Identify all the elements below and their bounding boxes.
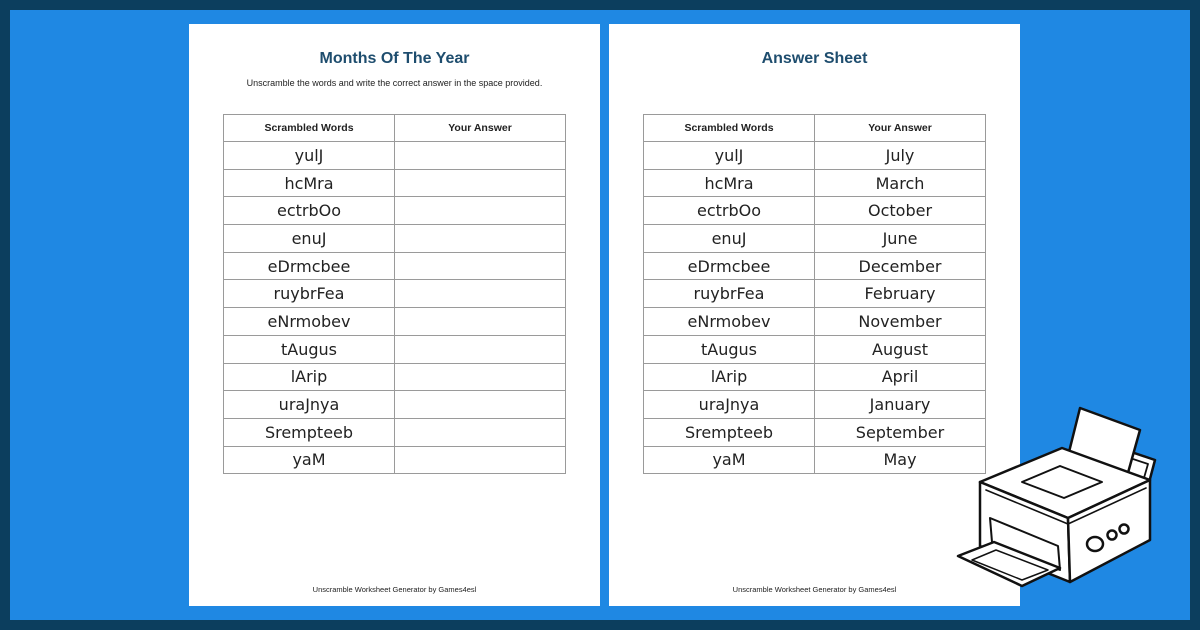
- answer-cell: November: [815, 308, 986, 336]
- scrambled-word-cell: ectrbOo: [224, 197, 395, 225]
- scrambled-word-cell: tAugus: [644, 335, 815, 363]
- answer-cell: March: [815, 169, 986, 197]
- answer-sheet-table: [643, 114, 986, 474]
- table-row: [224, 225, 566, 253]
- printer-icon: [950, 400, 1165, 615]
- scrambled-word-cell: uraJnya: [224, 391, 395, 419]
- answer-cell: April: [815, 363, 986, 391]
- scrambled-word-cell: hcMra: [644, 169, 815, 197]
- answer-cell: [395, 252, 566, 280]
- table-row: [644, 252, 986, 280]
- table-row: [224, 335, 566, 363]
- answer-sheet-footer: Unscramble Worksheet Generator by Games4esl: [732, 585, 897, 594]
- table-row: [224, 280, 566, 308]
- scrambled-word-cell: Srempteeb: [224, 418, 395, 446]
- scrambled-word-cell: eNrmobev: [644, 308, 815, 336]
- answer-cell: [395, 169, 566, 197]
- column-header-scrambled: Scrambled Words: [644, 115, 815, 142]
- scrambled-word-cell: ruybrFea: [644, 280, 815, 308]
- scrambled-word-cell: ruybrFea: [224, 280, 395, 308]
- answer-cell: September: [815, 418, 986, 446]
- table-row: [644, 142, 986, 170]
- scrambled-word-cell: eDrmcbee: [224, 252, 395, 280]
- table-row: [644, 363, 986, 391]
- table-row: [644, 446, 986, 474]
- answer-cell: [395, 197, 566, 225]
- worksheet-table: [223, 114, 566, 474]
- scrambled-word-cell: lArip: [224, 363, 395, 391]
- answer-cell: [395, 225, 566, 253]
- scrambled-word-cell: eNrmobev: [224, 308, 395, 336]
- answer-cell: [395, 391, 566, 419]
- scrambled-word-cell: ectrbOo: [644, 197, 815, 225]
- scrambled-word-cell: yaM: [644, 446, 815, 474]
- table-row: [224, 252, 566, 280]
- scrambled-word-cell: eDrmcbee: [644, 252, 815, 280]
- table-row: [224, 169, 566, 197]
- scrambled-word-cell: yulJ: [224, 142, 395, 170]
- column-header-answer: Your Answer: [815, 115, 986, 142]
- scrambled-word-cell: Srempteeb: [644, 418, 815, 446]
- answer-cell: October: [815, 197, 986, 225]
- answer-cell: [395, 363, 566, 391]
- answer-cell: [395, 142, 566, 170]
- scrambled-word-cell: yaM: [224, 446, 395, 474]
- answer-cell: June: [815, 225, 986, 253]
- table-row: [224, 418, 566, 446]
- column-header-scrambled: Scrambled Words: [224, 115, 395, 142]
- worksheet-page: [189, 24, 600, 606]
- table-row: [644, 308, 986, 336]
- table-row: [224, 308, 566, 336]
- answer-cell: December: [815, 252, 986, 280]
- table-header-row: [224, 115, 566, 142]
- answer-cell: [395, 446, 566, 474]
- table-row: [224, 142, 566, 170]
- answer-cell: February: [815, 280, 986, 308]
- scrambled-word-cell: hcMra: [224, 169, 395, 197]
- worksheet-title: Months Of The Year: [319, 50, 470, 67]
- table-row: [644, 391, 986, 419]
- table-row: [644, 280, 986, 308]
- table-row: [644, 335, 986, 363]
- scrambled-word-cell: uraJnya: [644, 391, 815, 419]
- answer-cell: May: [815, 446, 986, 474]
- table-row: [224, 446, 566, 474]
- table-row: [224, 363, 566, 391]
- table-row: [644, 225, 986, 253]
- answer-cell: [395, 418, 566, 446]
- worksheet-instructions: Unscramble the words and write the correct answer in the space provided.: [246, 78, 543, 88]
- answer-cell: [395, 280, 566, 308]
- worksheet-footer: Unscramble Worksheet Generator by Games4esl: [312, 585, 477, 594]
- scrambled-word-cell: yulJ: [644, 142, 815, 170]
- scrambled-word-cell: enuJ: [224, 225, 395, 253]
- answer-cell: [395, 335, 566, 363]
- answer-cell: August: [815, 335, 986, 363]
- table-header-row: [644, 115, 986, 142]
- answer-cell: July: [815, 142, 986, 170]
- answer-cell: January: [815, 391, 986, 419]
- table-row: [224, 197, 566, 225]
- table-row: [644, 169, 986, 197]
- answer-sheet-title: Answer Sheet: [761, 50, 868, 67]
- table-row: [644, 197, 986, 225]
- table-row: [644, 418, 986, 446]
- scrambled-word-cell: lArip: [644, 363, 815, 391]
- scrambled-word-cell: enuJ: [644, 225, 815, 253]
- scrambled-word-cell: tAugus: [224, 335, 395, 363]
- answer-cell: [395, 308, 566, 336]
- column-header-answer: Your Answer: [395, 115, 566, 142]
- table-row: [224, 391, 566, 419]
